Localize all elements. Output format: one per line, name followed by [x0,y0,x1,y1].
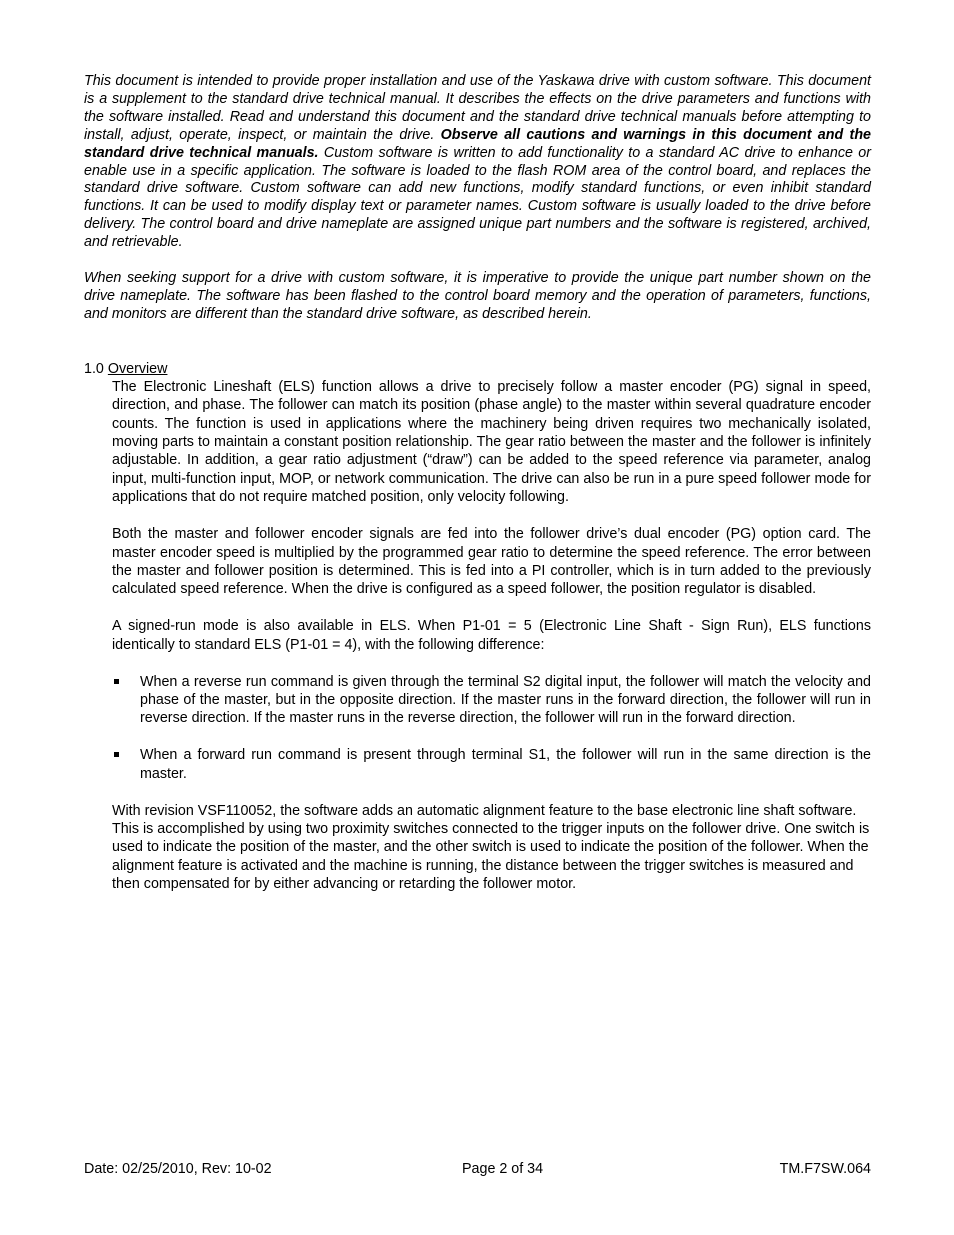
list-item [112,673,871,728]
bullet-icon [114,752,119,757]
overview-paragraph-3: A signed-run mode is also available in ELS. When P1-01 = 5 (Electronic Line Shaft - Sign Run), ELS functions identically to standard ELS (P1-01 = 4), with the following difference: [112,618,871,653]
intro-text-a: This document is intended to provide proper installation and use of the Yaskawa drive with custom software. This document is a supplement to the standard drive technical manual. It describes the effects on the drive parameters and functions with the software installed. Read and understand this document and the standard drive technical manuals before attempting to install, adjust, operate, inspect, or maintain the drive. [84,73,871,143]
overview-paragraph-2: Both the master and follower encoder signals are fed into the follower drive’s dual encoder (PG) option card. The master encoder speed is multiplied by the programmed gear ratio to determine the speed reference. The error between the master and follower position is determined. This is fed into a PI controller, which is in turn added to the previously calculated speed reference. When the drive is configured as a speed follower, the position regulator is disabled. [112,526,871,598]
section-title: Overview [107,360,168,377]
list-item-text: When a forward run command is present through terminal S1, the follower will run in the same direction is the master. [140,747,871,782]
footer-date-rev: Date: 02/25/2010, Rev: 10-02 [84,1161,272,1177]
list-item [112,746,871,783]
intro-text-b: Custom software is written to add functionality to a standard AC drive to enhance or enable use in a specific application. The software is loaded to the flash ROM area of the control board, and replaces the standard drive software. Custom software can add new functions, modify standard functions, or even inhibit standard functions. It can be used to modify display text or parameter names. Custom software is usually loaded to the drive before delivery. The control board and drive nameplate are assigned unique part numbers and the software is registered, archived, and retrievable. [84,144,871,251]
footer-doc-id: TM.F7SW.064 [779,1161,871,1177]
list-item-text: When a reverse run command is given through the terminal S2 digital input, the follower will match the velocity and phase of the master, but in the opposite direction. If the master runs in the forward direction, the follower will run in reverse direction. If the master runs in the reverse direction, the follower will run in the forward direction. [140,673,871,727]
section-number: 1.0 [84,360,104,377]
overview-paragraph-1: The Electronic Lineshaft (ELS) function allows a drive to precisely follow a master encoder (PG) signal in speed, direction, and phase. The follower can match its position (phase angle) to the master within several quadrature encoder counts. The function is used in applications where the machinery being driven requires two mechanically isolated, moving parts to maintain a constant position relationship. The gear ratio between the master and the follower is infinitely adjustable. In addition, a gear ratio adjustment (“draw”) can be added to the speed reference via parameter, analog input, multi-function input, MOP, or network communication. The drive can also be run in a pure speed follower mode for applications that do not require matched position, only velocity following. [112,378,871,506]
intro-warning-bold: Observe all cautions and warnings in this document and the standard drive technical manuals. [84,126,871,161]
footer-page-number: Page 2 of 34 [462,1161,544,1177]
support-paragraph: When seeking support for a drive with custom software, it is imperative to provide the unique part number shown on the drive nameplate. The software has been flashed to the control board memory and the operation of parameters, functions, and monitors are different than the standard drive software, as described herein. [84,270,871,322]
intro-paragraph [84,73,871,252]
overview-paragraph-4: With revision VSF110052, the software adds an automatic alignment feature to the base electronic line shaft software. This is accomplished by using two proximity switches connected to the trigger inputs on the follower drive. One switch is used to indicate the position of the master, and the other switch is used to indicate the position of the follower. When the alignment feature is activated and the machine is running, the distance between the trigger switches is measured and then compensated for by either advancing or retarding the follower motor. [112,802,870,893]
document-page [84,73,871,894]
section-body [112,378,871,894]
section-heading [84,360,871,378]
bullet-icon [114,679,119,684]
bullet-list [112,673,871,784]
